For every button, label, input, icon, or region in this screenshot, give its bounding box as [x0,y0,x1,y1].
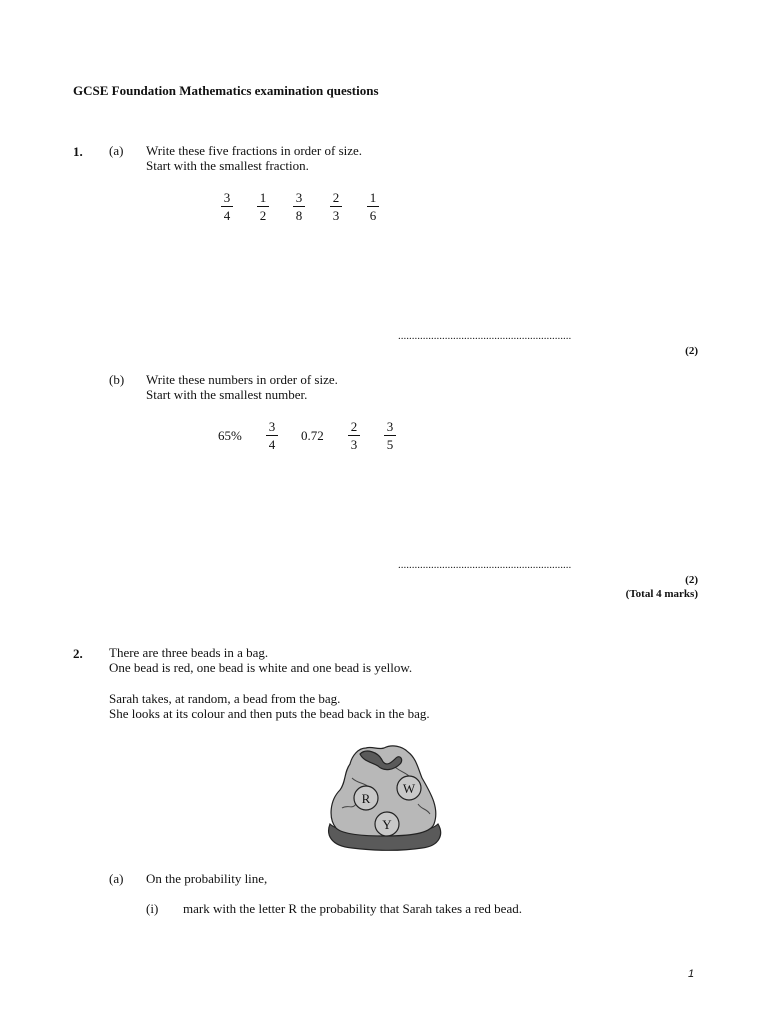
q1a-instruction-line1: Write these five fractions in order of size. [146,143,363,158]
q1a-answer-line[interactable]: ............................................................... [398,330,572,342]
numerator: 1 [259,190,267,205]
fraction-bar [257,206,269,207]
fraction-bar [384,435,396,436]
q1-total-marks: (Total 4 marks) [625,588,698,600]
denominator: 8 [295,208,303,223]
question-1-number: 1. [73,144,83,159]
q2a-i-label: (i) [146,901,159,916]
numerator: 3 [386,419,394,434]
numerator: 3 [223,190,231,205]
q2-line1: There are three beads in a bag. [109,645,269,660]
q2-line4: She looks at its colour and then puts the bead back in the bag. [109,706,430,721]
q2-line3: Sarah takes, at random, a bead from the bag. [109,691,341,706]
denominator: 2 [259,208,267,223]
q1a-fraction [329,190,343,223]
page-title: GCSE Foundation Mathematics examination questions [73,83,379,98]
denominator: 5 [386,437,394,452]
denominator: 3 [332,208,340,223]
q1b-percentage: 65% [218,428,242,443]
numerator: 3 [268,419,276,434]
denominator: 4 [268,437,276,452]
q1b-fraction [265,419,279,452]
fraction-bar [266,435,278,436]
fraction-bar [330,206,342,207]
fraction-bar [367,206,379,207]
q1b-fraction [383,419,397,452]
q1a-label: (a) [109,143,124,158]
q1b-fraction [347,419,361,452]
q1a-instruction-line2: Start with the smallest fraction. [146,158,309,173]
q1b-instruction-line2: Start with the smallest number. [146,387,308,402]
q2a-i-text: mark with the letter R the probability that Sarah takes a red bead. [183,901,522,916]
numerator: 1 [369,190,377,205]
bead-r-label: R [361,791,371,806]
numerator: 2 [350,419,358,434]
q2a-label: (a) [109,871,124,886]
bead-y-label: Y [382,817,392,832]
q1b-label: (b) [109,372,125,387]
question-2-number: 2. [73,646,83,661]
q2-line2: One bead is red, one bead is white and one bead is yellow. [109,660,413,675]
q1a-fraction [292,190,306,223]
bead-w-label: W [402,781,416,796]
numerator: 2 [332,190,340,205]
q1b-marks: (2) [685,574,698,586]
denominator: 6 [369,208,377,223]
q1a-fraction [256,190,270,223]
fraction-bar [348,435,360,436]
q1a-fraction [220,190,234,223]
numerator: 3 [295,190,303,205]
denominator: 4 [223,208,231,223]
fraction-bar [221,206,233,207]
q1a-marks: (2) [685,345,698,357]
q2a-text: On the probability line, [146,871,268,886]
q1b-instruction-line1: Write these numbers in order of size. [146,372,338,387]
q1b-answer-line[interactable]: ............................................................... [398,559,572,571]
fraction-bar [293,206,305,207]
q1a-fraction [366,190,380,223]
page-number: 1 [688,968,695,980]
denominator: 3 [350,437,358,452]
q1b-decimal: 0.72 [301,428,324,443]
bead-bag-illustration [322,738,446,856]
